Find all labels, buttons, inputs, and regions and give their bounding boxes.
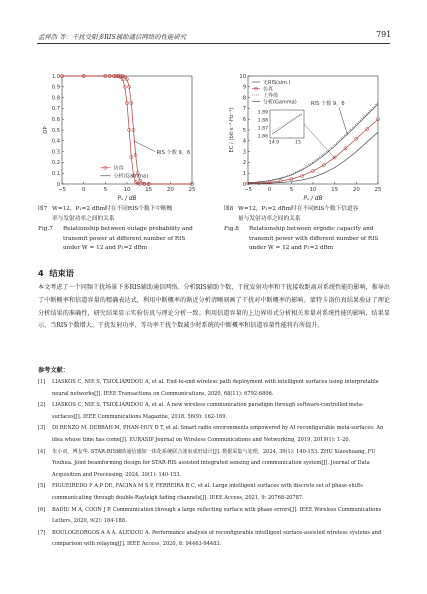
y-tick-label: 0.8 bbox=[51, 95, 60, 102]
figure7-caption-en-line1: Relationship between outage probability and bbox=[63, 226, 193, 232]
reference-text: 朱小双，傅友华. STAR-RIS辅助通信感知一体化系统联合波束成形设计[J]. 数据采集与处理，2024, 39(1): 140-153. ZHU Xiaoshuang, FU Youhua. Joint beamforming design for STAR-RIS assisted integrated sensing and communication system[J]. Journal of Data Acquisition and Processing, 2024, 39(1): 140-153. bbox=[52, 448, 376, 478]
x-tick-label: −5 bbox=[57, 187, 67, 193]
reference-number: [4] bbox=[38, 448, 46, 455]
y-tick-label: 0.2 bbox=[51, 160, 60, 167]
running-header: 孟祥浩 等：干扰受限多RIS辅助通信网络的性能研究 bbox=[38, 34, 187, 41]
reference-item bbox=[38, 423, 390, 446]
reference-text: FIGUEIREDO F A P DE, FACINA M S P, FERREIRA R C, et al. Large intelligent surfaces with discrete set of phase-shifts communicating through double-Rayleigh fading channels[J]. IEEE Access, 2021, 9: 20768-20787. bbox=[52, 483, 363, 501]
figure7-number-en: Fig.7 bbox=[38, 226, 53, 232]
y-tick-label: 0 bbox=[56, 181, 60, 188]
y-tick-label: 0.1 bbox=[51, 171, 60, 177]
y-tick-label: 2 bbox=[242, 160, 246, 167]
legend-label: 分析(Gamma) bbox=[113, 173, 149, 180]
x-tick-label: −5 bbox=[243, 187, 253, 193]
reference-item bbox=[38, 447, 390, 482]
y-tick-label: 0.3 bbox=[51, 149, 60, 156]
x-tick-label: 20 bbox=[166, 187, 174, 193]
annotation-label: RIS 个数 9，6 bbox=[156, 149, 191, 156]
figure8-caption-en-line3: under W = 12 and P₁=2 dBm bbox=[249, 245, 334, 252]
plot-frame bbox=[62, 76, 192, 184]
y-tick-label: 0.7 bbox=[51, 106, 60, 113]
inset-y-tick-label: 1.89 bbox=[257, 110, 268, 116]
y-tick-label: 0.6 bbox=[51, 117, 60, 123]
x-tick-label: 15 bbox=[331, 187, 339, 193]
annotation-label: RIS 个数 9，6 bbox=[310, 101, 345, 108]
ergodic-capacity-chart bbox=[224, 70, 394, 215]
x-tick-label: 25 bbox=[374, 187, 382, 193]
y-tick-label: 9 bbox=[242, 84, 246, 91]
x-tick-label: 25 bbox=[188, 187, 196, 193]
figure7-number-cn: 图7 bbox=[38, 206, 48, 212]
annotation-arrow bbox=[339, 107, 348, 135]
reference-text: LIASKOS C, NIE S, TSIOLIARIDOU A, et al. End-to-end wireless path deployment with intelligent surfaces using interpretable neural networks[J]. IEEE Transactions on Communications, 2020, 68(11): 6792-6806. bbox=[52, 379, 379, 397]
x-axis-label: Pₛ / dB bbox=[117, 196, 137, 202]
y-tick-label: 0.9 bbox=[51, 84, 60, 91]
y-tick-label: 1.0 bbox=[51, 73, 60, 80]
y-tick-label: 7 bbox=[242, 106, 246, 113]
figure7-caption-en-line3: under W = 12 and P₁=2 dBm bbox=[63, 245, 148, 252]
legend-label: 仿真 bbox=[263, 86, 274, 93]
header-rule bbox=[37, 43, 390, 44]
y-tick-label: 5 bbox=[242, 127, 246, 134]
outage-probability-chart bbox=[38, 70, 208, 215]
x-tick-label: 0 bbox=[267, 187, 272, 193]
references-list bbox=[38, 377, 390, 551]
reference-text: LIASKOS C, NIE S, TSIOLIARIDOU A, et al. A new wireless communication paradigm through software-controlled meta-surfaces[J]. IEEE Communications Magazine, 2018, 56(9): 162-169. bbox=[52, 402, 364, 420]
x-tick-label: 10 bbox=[309, 187, 317, 193]
reference-item bbox=[38, 481, 390, 504]
inset-y-tick-label: 1.88 bbox=[257, 118, 268, 124]
x-tick-label: 5 bbox=[103, 187, 108, 193]
x-axis-label: Pₛ / dB bbox=[303, 196, 323, 202]
reference-number: [2] bbox=[38, 402, 46, 409]
figure8-caption-en-line1: Relationship between ergodic capacity and bbox=[249, 226, 374, 232]
series-line-2 bbox=[62, 76, 192, 184]
x-tick-label: 20 bbox=[352, 187, 360, 193]
section-title: 结束语 bbox=[49, 268, 74, 278]
figure8-number-en: Fig.8 bbox=[224, 226, 239, 232]
inset-x-tick-label: 15 bbox=[295, 140, 301, 146]
inset-y-tick-label: 1.87 bbox=[257, 126, 268, 132]
section-number: 4 bbox=[38, 268, 44, 278]
figure7-caption-cn-line1: W=12，P₁=2 dBm时在不同RIS个数下中断概 bbox=[52, 206, 173, 212]
y-tick-label: 6 bbox=[242, 117, 246, 123]
annotation-arrow bbox=[134, 141, 156, 152]
reference-text: BADIU M A, COON J P. Communication through a large reflecting surface with phase errors[J]. IEEE Wireless Communications Letters, 2020, 9(2): 184-188. bbox=[52, 506, 382, 525]
x-tick-label: 5 bbox=[289, 187, 294, 193]
y-tick-label: 0.5 bbox=[51, 127, 60, 134]
y-tick-label: 0.4 bbox=[51, 138, 60, 145]
reference-number: [5] bbox=[38, 483, 46, 490]
y-tick-label: 4 bbox=[242, 138, 246, 145]
y-axis-label: OP bbox=[43, 126, 49, 134]
figure8-caption-en-line2: transmit power with different number of RIS bbox=[249, 235, 379, 242]
reference-text: DI RENZO M, DEBBAH M, PHAN-HUY D T, et al. Smart radio environments empowered by AI reconfigurable meta-surfaces: An idea whose time has come[J]. EURASIP Journal on Wireless Communications and Networking, 2019, 2019(1): 1-20. bbox=[52, 425, 384, 443]
references-heading: 参考文献： bbox=[38, 367, 69, 374]
legend-label: 无RIS(sim.) bbox=[263, 79, 291, 86]
inset-pointer bbox=[304, 124, 335, 158]
y-tick-label: 3 bbox=[242, 149, 246, 156]
y-tick-label: 8 bbox=[242, 95, 246, 102]
reference-number: [6] bbox=[38, 506, 46, 513]
reference-number: [1] bbox=[38, 379, 46, 385]
figure8-caption-cn-line2: 量与发射功率之间的关系 bbox=[238, 215, 301, 222]
figure7-caption-en-line2: transmit power at different number of RIS bbox=[63, 235, 186, 242]
reference-text: BOULOGEORGOS A A A, ALEXIOU A. Performance analysis of reconfigurable intelligent surface-assisted wireless systems and comparison with relaying[J]. IEEE Access, 2020, 8: 94463-94483. bbox=[52, 529, 382, 548]
page-number: 791 bbox=[376, 30, 392, 39]
inset-x-tick-label: 14.9 bbox=[268, 140, 280, 146]
reference-item bbox=[38, 505, 390, 528]
reference-number: [7] bbox=[38, 529, 46, 536]
legend-label: 分析(Gamma) bbox=[263, 99, 297, 106]
y-axis-label: EC / (bit·s⁻¹·Hz⁻¹) bbox=[229, 107, 235, 153]
series-line-1 bbox=[248, 132, 378, 184]
y-tick-label: 1 bbox=[242, 171, 246, 177]
conclusion-paragraph: 本文考虑了一个同频干扰场景下多RIS辅助通信网络。分析RIS辅助个数、干扰发射功率和干扰接收距离对系统性能的影响，推导出了中断概率和信道容量的精确表达式，利用中断概率的渐近分析清晰刻画了干扰对中断概率的影响。蒙特卡洛仿真结果验证了理论分析结果的准确性，研究结果显示实验仿真与理论分析一致。利用信道容量的上边界形式分析相关参量对系统性能的影响，结果显示，当RIS个数增大、干扰发射功率、等功率干扰个数减少时系统的中断概率和信道容量性能将有所提升。 bbox=[38, 284, 390, 330]
series-line-1 bbox=[62, 76, 192, 184]
reference-item bbox=[38, 528, 390, 551]
x-tick-label: 10 bbox=[123, 187, 131, 193]
reference-item bbox=[38, 377, 390, 400]
figure8-number-cn: 图8 bbox=[224, 206, 234, 212]
y-tick-label: 0 bbox=[242, 181, 246, 188]
figure8-caption-cn-line1: W=12，P₁=2 dBm时在不同RIS个数下信道容 bbox=[238, 206, 359, 212]
section-heading bbox=[38, 268, 74, 279]
inset-y-tick-label: 1.86 bbox=[257, 134, 268, 140]
reference-number: [3] bbox=[38, 425, 46, 432]
x-tick-label: 15 bbox=[145, 187, 153, 193]
y-tick-label: 10 bbox=[239, 73, 246, 80]
figure7-caption-cn-line2: 率与发射功率之间的关系 bbox=[52, 215, 115, 222]
legend-label: 上界值 bbox=[263, 92, 279, 99]
reference-item bbox=[38, 400, 390, 423]
x-tick-label: 0 bbox=[81, 187, 86, 193]
legend-label: 仿真 bbox=[113, 165, 124, 172]
